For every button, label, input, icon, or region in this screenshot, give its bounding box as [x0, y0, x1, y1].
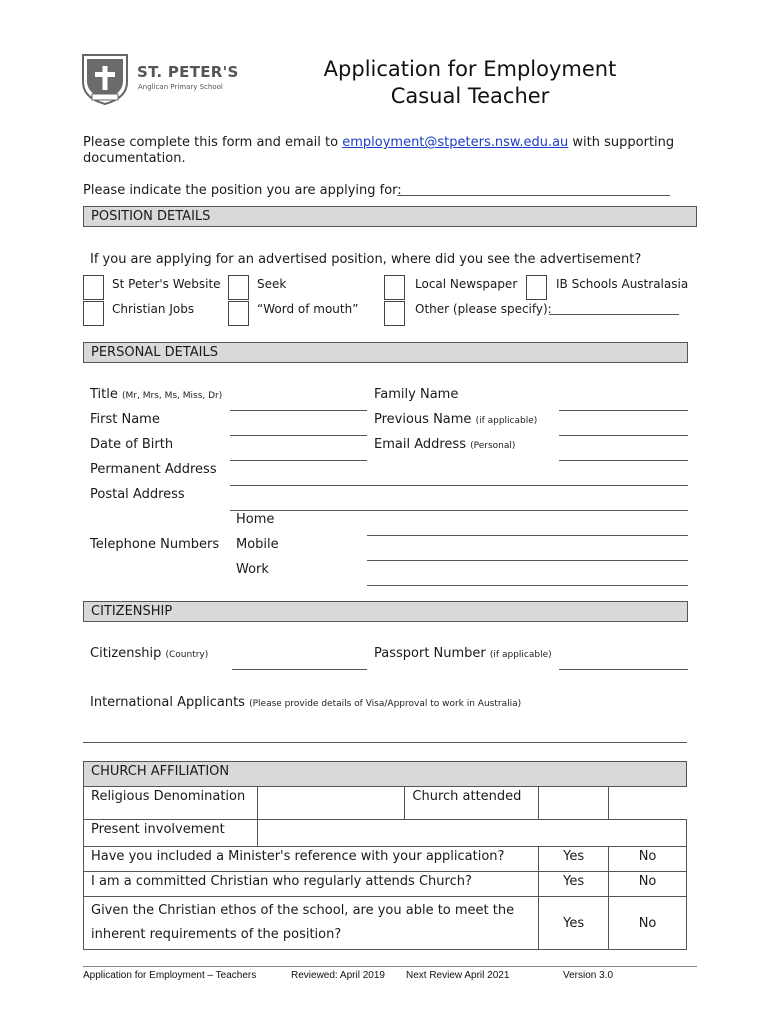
- present-involvement-label: Present involvement: [84, 820, 258, 847]
- christian-ethos-yes[interactable]: Yes: [539, 897, 609, 950]
- personal-details-heading: PERSONAL DETAILS: [83, 342, 688, 363]
- other-checkbox[interactable]: [384, 301, 405, 326]
- church-affiliation-heading: CHURCH AFFILIATION: [84, 762, 687, 787]
- school-crest: [80, 52, 130, 106]
- committed-christian-question: I am a committed Christian who regularly attends Church?: [84, 872, 539, 897]
- st-peters-website-label: St Peter's Website: [112, 277, 221, 291]
- citizenship-label: Citizenship (Country): [90, 646, 209, 661]
- mobile-label: Mobile: [236, 537, 279, 552]
- advertisement-question: If you are applying for an advertised position, where did you see the advertisement?: [90, 252, 642, 267]
- title-field[interactable]: [230, 410, 367, 411]
- footer-divider: [83, 966, 697, 967]
- passport-field[interactable]: [559, 669, 688, 670]
- international-applicants-field[interactable]: [83, 742, 687, 743]
- christian-ethos-question: Given the Christian ethos of the school, are you able to meet the inherent requirements of the position?: [84, 897, 539, 950]
- work-phone-field[interactable]: [367, 585, 688, 586]
- work-label: Work: [236, 562, 269, 577]
- citizenship-field[interactable]: [232, 669, 367, 670]
- dob-field[interactable]: [230, 460, 367, 461]
- religious-denomination-field[interactable]: [257, 787, 405, 820]
- position-prompt: Please indicate the position you are applying for:: [83, 183, 402, 198]
- other-specify-field[interactable]: [549, 314, 679, 315]
- minister-reference-yes[interactable]: Yes: [539, 847, 609, 872]
- first-name-field[interactable]: [230, 435, 367, 436]
- church-affiliation-table: [83, 761, 687, 950]
- local-newspaper-checkbox[interactable]: [384, 275, 405, 300]
- crest-icon: [80, 52, 130, 106]
- footer-version: Version 3.0: [563, 970, 614, 981]
- christian-jobs-checkbox[interactable]: [83, 301, 104, 326]
- committed-christian-yes[interactable]: Yes: [539, 872, 609, 897]
- permanent-address-label: Permanent Address: [90, 462, 217, 477]
- logo-subtitle: Anglican Primary School: [138, 83, 223, 91]
- citizenship-heading: CITIZENSHIP: [83, 601, 688, 622]
- church-attended-label: Church attended: [405, 787, 539, 820]
- position-details-heading: POSITION DETAILS: [83, 206, 697, 227]
- passport-label: Passport Number (if applicable): [374, 646, 552, 661]
- logo-name: ST. PETER'S: [137, 63, 239, 81]
- previous-name-field[interactable]: [559, 435, 688, 436]
- christian-jobs-label: Christian Jobs: [112, 302, 195, 316]
- seek-checkbox[interactable]: [228, 275, 249, 300]
- title-line-1: Application for Employment: [323, 57, 617, 81]
- permanent-address-field[interactable]: [230, 485, 688, 486]
- home-phone-field[interactable]: [367, 535, 688, 536]
- ib-schools-label: IB Schools Australasia: [556, 277, 689, 291]
- email-address-label: Email Address (Personal): [374, 437, 516, 452]
- home-label: Home: [236, 512, 275, 527]
- previous-name-label: Previous Name (if applicable): [374, 412, 538, 427]
- dob-label: Date of Birth: [90, 437, 174, 452]
- word-of-mouth-label: “Word of mouth”: [257, 302, 359, 316]
- mobile-phone-field[interactable]: [367, 560, 688, 561]
- footer-next-review: Next Review April 2021: [406, 970, 510, 981]
- minister-reference-no[interactable]: No: [609, 847, 687, 872]
- family-name-field[interactable]: [559, 410, 688, 411]
- minister-reference-question: Have you included a Minister's reference with your application?: [84, 847, 539, 872]
- st-peters-website-checkbox[interactable]: [83, 275, 104, 300]
- committed-christian-no[interactable]: No: [609, 872, 687, 897]
- present-involvement-field[interactable]: [257, 820, 686, 847]
- telephone-numbers-label: Telephone Numbers: [90, 537, 220, 552]
- title-line-2: Casual Teacher: [390, 84, 550, 108]
- footer-form-name: Application for Employment – Teachers: [83, 970, 257, 981]
- ib-schools-checkbox[interactable]: [526, 275, 547, 300]
- intro-line-1: Please complete this form and email to employment@stpeters.nsw.edu.au with supporting: [83, 135, 675, 150]
- page-title: [290, 56, 650, 110]
- seek-label: Seek: [257, 277, 287, 291]
- footer-reviewed: Reviewed: April 2019: [291, 970, 385, 981]
- intro-line-2: documentation.: [83, 151, 186, 166]
- church-attended-field[interactable]: [539, 787, 609, 820]
- family-name-label: Family Name: [374, 387, 459, 402]
- position-applying-field[interactable]: [397, 195, 670, 196]
- christian-ethos-no[interactable]: No: [609, 897, 687, 950]
- email-address-field[interactable]: [559, 460, 688, 461]
- religious-denomination-label: Religious Denomination: [84, 787, 258, 820]
- title-label: Title (Mr, Mrs, Ms, Miss, Dr): [90, 387, 223, 402]
- international-applicants-label: International Applicants (Please provide details of Visa/Approval to work in Australia): [90, 695, 522, 710]
- employment-email-link[interactable]: employment@stpeters.nsw.edu.au: [342, 135, 569, 150]
- other-label: Other (please specify):: [415, 302, 552, 316]
- postal-address-label: Postal Address: [90, 487, 185, 502]
- postal-address-field[interactable]: [230, 510, 688, 511]
- word-of-mouth-checkbox[interactable]: [228, 301, 249, 326]
- local-newspaper-label: Local Newspaper: [415, 277, 518, 291]
- first-name-label: First Name: [90, 412, 160, 427]
